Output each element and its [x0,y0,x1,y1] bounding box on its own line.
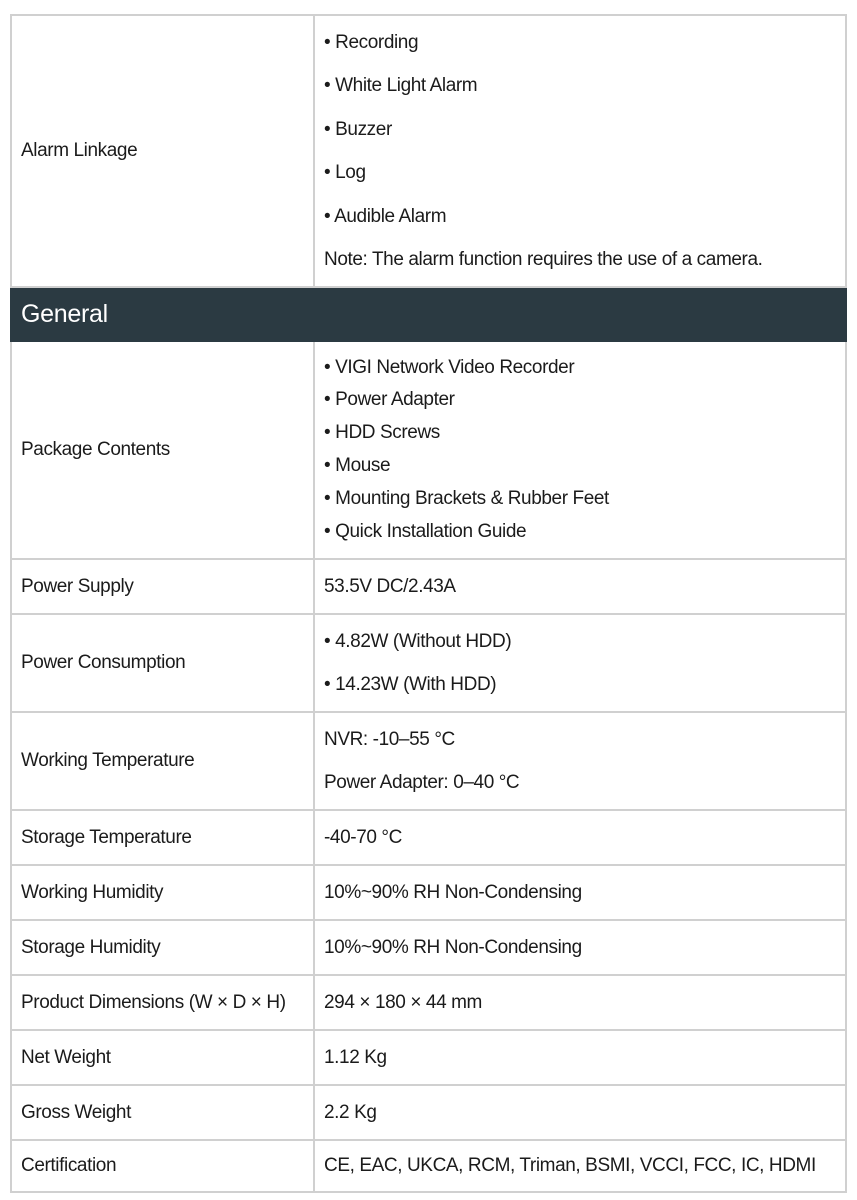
table-row [11,1085,846,1140]
list-item: • Power Adapter [324,384,845,417]
table-row [11,15,846,287]
row-label: Net Weight [11,1030,314,1085]
note-text: Note: The alarm function requires the use of a camera. [324,249,763,270]
value-line: NVR: -10–55 °C [324,728,455,750]
list-item: • 14.23W (With HDD) [324,663,845,707]
row-value [314,15,846,287]
table-row [11,559,846,614]
spec-table [10,14,847,1193]
list-item: • Mouse [324,450,845,483]
table-row [11,865,846,920]
list-item: • Mounting Brackets & Rubber Feet [324,483,845,516]
table-row [11,1030,846,1085]
row-label: Product Dimensions (W × D × H) [11,975,314,1030]
row-label: Storage Temperature [11,810,314,865]
row-label: Power Consumption [11,614,314,712]
row-value: 2.2 Kg [314,1085,846,1140]
table-row [11,920,846,975]
row-value: 294 × 180 × 44 mm [314,975,846,1030]
row-value: 53.5V DC/2.43A [314,559,846,614]
row-value [314,712,846,810]
row-label: Alarm Linkage [11,15,314,287]
table-row [11,1140,846,1192]
table-row [11,341,846,559]
row-label: Working Temperature [11,712,314,810]
row-label: Power Supply [11,559,314,614]
row-label: Certification [11,1140,314,1192]
list-item: • VIGI Network Video Recorder [324,352,845,385]
section-title: General [11,287,846,341]
value-line: Power Adapter: 0–40 °C [324,772,520,793]
list-item: • Recording [324,21,845,65]
row-label: Working Humidity [11,865,314,920]
section-header-row [11,287,846,341]
row-value [314,614,846,712]
row-value: 1.12 Kg [314,1030,846,1085]
list-item: • White Light Alarm [324,64,845,108]
table-row [11,975,846,1030]
table-row [11,614,846,712]
row-value [314,341,846,559]
row-value: CE, EAC, UKCA, RCM, Triman, BSMI, VCCI, FCC, IC, HDMI [314,1140,846,1192]
row-label: Gross Weight [11,1085,314,1140]
row-value: -40-70 °C [314,810,846,865]
table-row [11,810,846,865]
row-value: 10%~90% RH Non-Condensing [314,865,846,920]
list-item: • 4.82W (Without HDD) [324,620,845,664]
row-label: Storage Humidity [11,920,314,975]
row-value: 10%~90% RH Non-Condensing [314,920,846,975]
list-item: • Audible Alarm [324,195,845,239]
row-label: Package Contents [11,341,314,559]
spec-sheet [10,14,847,1193]
list-item: • Buzzer [324,108,845,152]
list-item: • HDD Screws [324,417,845,450]
list-item: • Log [324,151,845,195]
table-row [11,712,846,810]
list-item: • Quick Installation Guide [324,516,845,549]
